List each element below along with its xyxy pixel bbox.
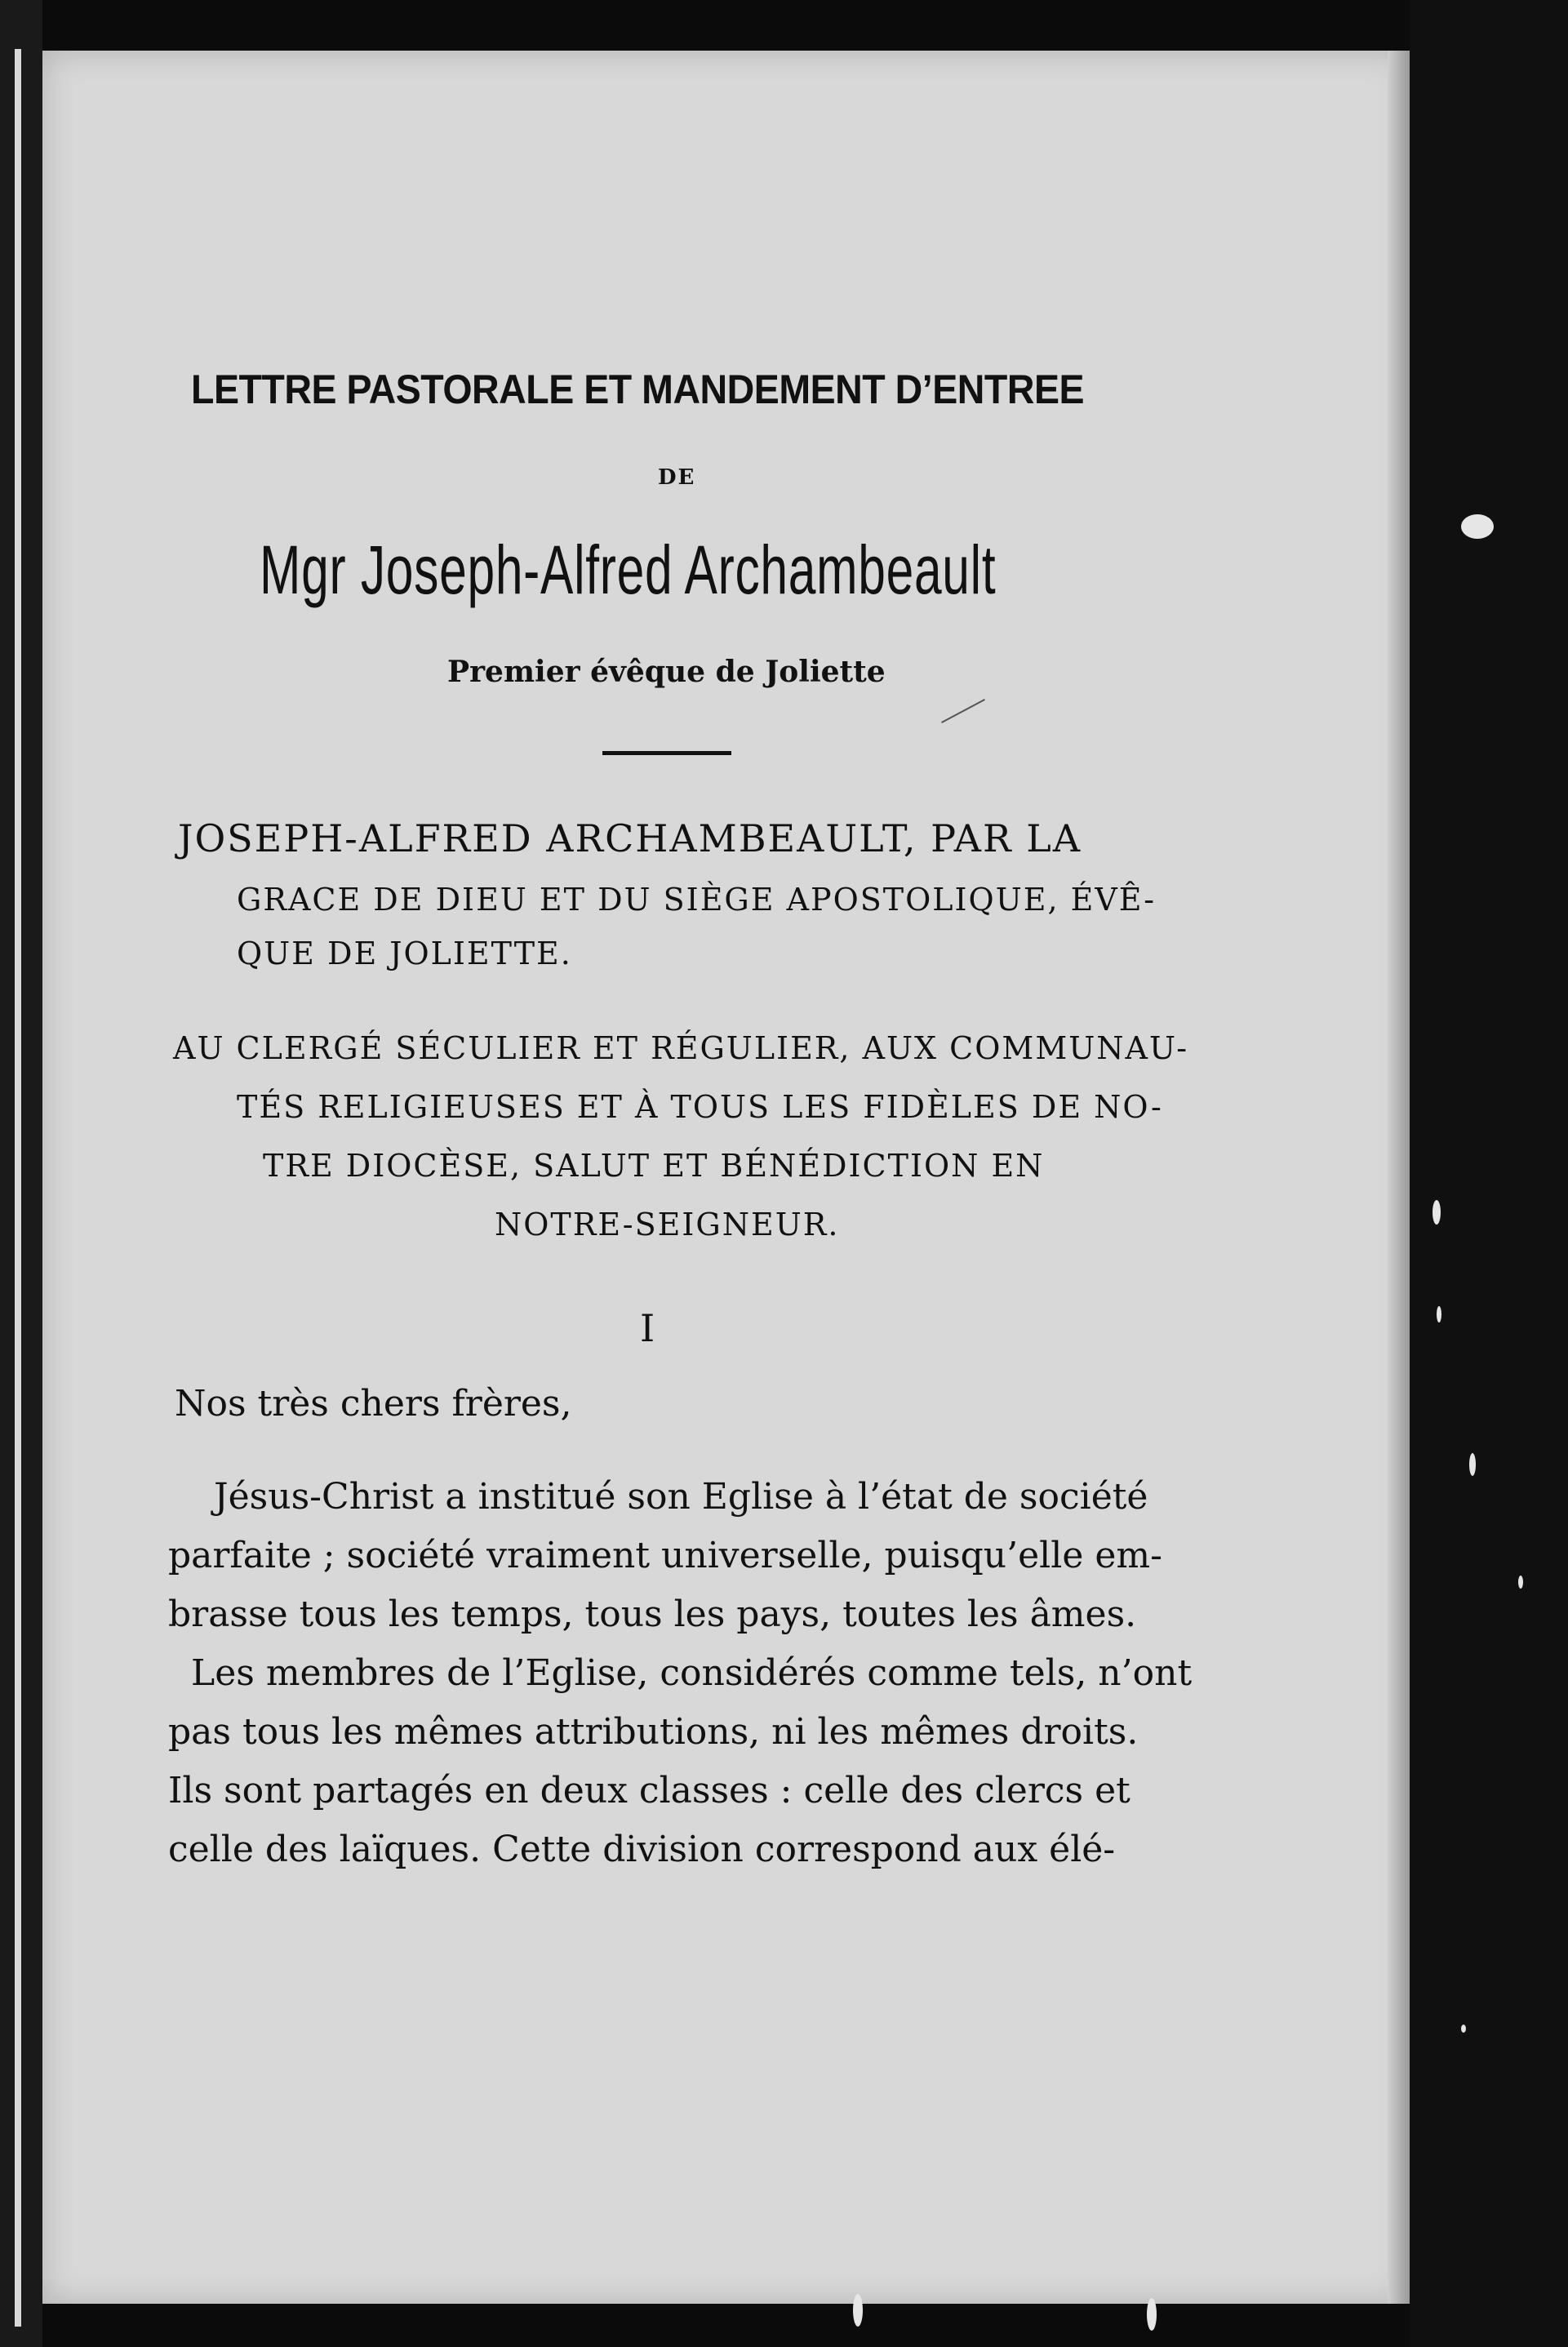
greeting: Nos très chers frères,: [175, 1383, 572, 1425]
scan-speck: [1437, 1306, 1441, 1322]
author-name: Mgr Joseph-Alfred Archambeault: [260, 531, 997, 608]
adjacent-page-edge: [15, 49, 21, 2327]
scan-speck: [1461, 514, 1494, 539]
scan-border-left: [0, 0, 42, 2347]
salutation-line-4: NOTRE-SEIGNEUR.: [495, 1207, 840, 1242]
section-number: I: [640, 1306, 655, 1350]
address-line-1: JOSEPH-ALFRED ARCHAMBEAULT, PAR LA: [178, 816, 1082, 860]
scan-speck: [1147, 2298, 1157, 2331]
address-line-2: GRACE DE DIEU ET DU SIÈGE APOSTOLIQUE, ÉVÊ-: [237, 882, 1157, 918]
author-title: Premier évêque de Joliette: [447, 655, 886, 689]
heading: LETTRE PASTORALE ET MANDEMENT D’ENTREE: [191, 367, 1085, 412]
scan-border-right: [1410, 0, 1568, 2347]
title-rule: [602, 751, 731, 755]
paragraph-line-6: Ils sont partagés en deux classes : celle des clercs et: [168, 1770, 1130, 1811]
salutation-line-2: TÉS RELIGIEUSES ET À TOUS LES FIDÈLES DE NO-: [237, 1089, 1163, 1125]
page-fold-shadow: [1388, 51, 1410, 2304]
paragraph-line-2: parfaite ; société vraiment universelle, puisqu’elle em-: [168, 1535, 1162, 1576]
scan-speck: [1433, 1200, 1441, 1225]
paragraph-line-7: celle des laïques. Cette division correspond aux élé-: [168, 1829, 1116, 1870]
address-line-3: QUE DE JOLIETTE.: [237, 936, 572, 971]
scan-speck: [1518, 1576, 1523, 1589]
paragraph-line-1: Jésus-Christ a institué son Eglise à l’état de société: [214, 1476, 1148, 1518]
paragraph-line-3: brasse tous les temps, tous les pays, toutes les âmes.: [168, 1594, 1137, 1635]
scan-speck: [1461, 2025, 1466, 2033]
salutation-line-1: AU CLERGÉ SÉCULIER ET RÉGULIER, AUX COMMUNAU-: [173, 1030, 1189, 1066]
salutation-line-3: TRE DIOCÈSE, SALUT ET BÉNÉDICTION EN: [263, 1148, 1045, 1184]
paragraph-line-4: Les membres de l’Eglise, considérés comme tels, n’ont: [191, 1652, 1193, 1694]
paragraph-line-5: pas tous les mêmes attributions, ni les mêmes droits.: [168, 1711, 1139, 1753]
scan-speck: [1469, 1453, 1476, 1476]
heading-de: DE: [658, 465, 696, 490]
scan-speck: [853, 2294, 863, 2327]
